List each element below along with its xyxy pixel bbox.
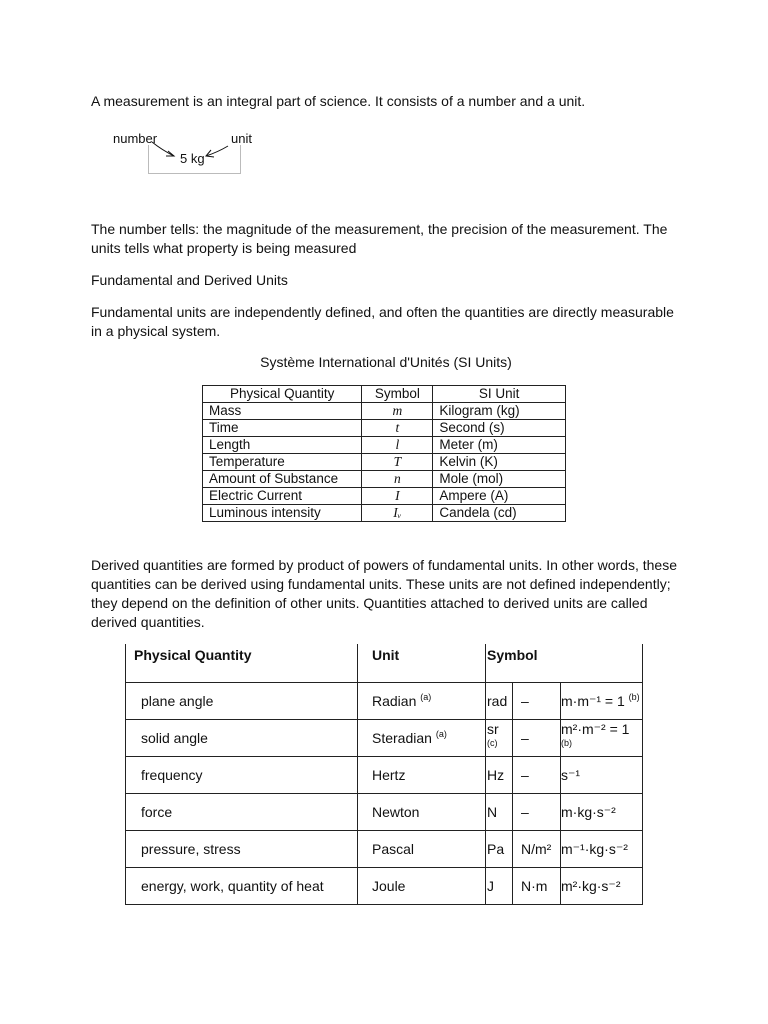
derived-base-note: (b) — [628, 692, 640, 702]
derived-symbol: J — [487, 878, 494, 894]
si-row — [203, 437, 566, 454]
si-cell-quantity: Temperature — [203, 454, 362, 471]
si-cell-quantity: Electric Current — [203, 488, 362, 505]
derived-cell-symbol — [486, 794, 513, 831]
derived-base-note: (b) — [561, 738, 572, 748]
derived-units-table — [125, 644, 643, 905]
si-cell-unit: Mole (mol) — [433, 471, 566, 488]
derived-cell-base — [561, 831, 643, 868]
derived-cell-symbol — [486, 868, 513, 905]
derived-other: N/m² — [521, 841, 552, 857]
derived-cell-base — [561, 868, 643, 905]
si-cell-quantity: Time — [203, 420, 362, 437]
derived-cell-quantity: pressure, stress — [126, 831, 358, 868]
derived-unit-note: (a) — [420, 692, 432, 702]
derived-cell-other — [513, 794, 561, 831]
diagram-unit-label: unit — [231, 131, 252, 146]
derived-row — [126, 757, 643, 794]
si-cell-unit: Candela (cd) — [433, 505, 566, 522]
diagram-value: 5 kg — [180, 151, 205, 166]
derived-row — [126, 683, 643, 720]
derived-base: s⁻¹ — [561, 767, 581, 783]
si-row — [203, 420, 566, 437]
derived-symbol: Pa — [487, 841, 505, 857]
derived-other: – — [521, 730, 529, 746]
si-cell-quantity: Amount of Substance — [203, 471, 362, 488]
derived-header-symbol: Symbol — [486, 644, 643, 683]
derived-base: m⁻¹·kg·s⁻² — [561, 841, 628, 857]
si-cell-unit: Kelvin (K) — [433, 454, 566, 471]
si-cell-symbol: n — [362, 471, 433, 488]
derived-cell-symbol — [486, 720, 513, 757]
si-row — [203, 488, 566, 505]
derived-cell-unit — [358, 757, 486, 794]
intro-paragraph: A measurement is an integral part of science. It consists of a number and a unit. — [91, 93, 586, 109]
section-heading: Fundamental and Derived Units — [91, 272, 288, 288]
derived-cell-unit — [358, 720, 486, 757]
si-cell-unit: Meter (m) — [433, 437, 566, 454]
derived-cell-unit — [358, 868, 486, 905]
derived-cell-symbol — [486, 757, 513, 794]
derived-base: m·kg·s⁻² — [561, 804, 616, 820]
derived-symbol: sr — [487, 721, 499, 737]
derived-other: N·m — [521, 878, 548, 894]
derived-header-unit: Unit — [358, 644, 486, 683]
derived-cell-quantity: force — [126, 794, 358, 831]
si-cell-quantity: Length — [203, 437, 362, 454]
si-cell-symbol: Iᵥ — [362, 505, 433, 522]
derived-header-quantity: Physical Quantity — [126, 644, 358, 683]
derived-cell-base — [561, 683, 643, 720]
si-cell-symbol: l — [362, 437, 433, 454]
si-header-row — [203, 386, 566, 403]
derived-base: m²·kg·s⁻² — [561, 878, 621, 894]
si-cell-symbol: T — [362, 454, 433, 471]
derived-unit-name: Pascal — [372, 841, 415, 857]
derived-cell-other — [513, 868, 561, 905]
derived-symbol: Hz — [487, 767, 505, 783]
number-explanation: The number tells: the magnitude of the measurement, the precision of the measurement. The units tells what property is being measured — [91, 221, 668, 256]
si-header-symbol: Symbol — [362, 386, 433, 403]
derived-unit-name: Steradian — [372, 730, 432, 746]
si-header-quantity: Physical Quantity — [203, 386, 362, 403]
derived-row — [126, 720, 643, 757]
derived-unit-name: Joule — [372, 878, 406, 894]
derived-base: m·m⁻¹ = 1 — [561, 693, 625, 709]
si-cell-quantity: Mass — [203, 403, 362, 420]
derived-base: m²·m⁻² = 1 — [561, 721, 630, 737]
si-cell-unit: Second (s) — [433, 420, 566, 437]
si-cell-symbol: m — [362, 403, 433, 420]
derived-cell-other — [513, 683, 561, 720]
si-row — [203, 454, 566, 471]
si-cell-unit: Kilogram (kg) — [433, 403, 566, 420]
si-cell-quantity: Luminous intensity — [203, 505, 362, 522]
derived-cell-unit — [358, 831, 486, 868]
si-cell-symbol: t — [362, 420, 433, 437]
derived-other: – — [521, 804, 529, 820]
derived-unit-note: (a) — [435, 729, 447, 739]
derived-cell-quantity: energy, work, quantity of heat — [126, 868, 358, 905]
si-cell-unit: Ampere (A) — [433, 488, 566, 505]
derived-cell-other — [513, 757, 561, 794]
si-row — [203, 471, 566, 488]
derived-header-row — [126, 644, 643, 683]
derived-cell-quantity: plane angle — [126, 683, 358, 720]
derived-cell-unit — [358, 794, 486, 831]
derived-cell-base — [561, 720, 643, 757]
si-row — [203, 403, 566, 420]
derived-paragraph: Derived quantities are formed by product of powers of fundamental units. In other words, these quantities can be derived using fundamental units. These units are not defined independently; they depend on the definition of other units. Quantities attached to derived units are called derived quantities. — [91, 557, 677, 630]
diagram-arrows-icon — [110, 128, 260, 178]
si-cell-symbol: I — [362, 488, 433, 505]
si-header-unit: SI Unit — [433, 386, 566, 403]
derived-cell-unit — [358, 683, 486, 720]
derived-unit-name: Hertz — [372, 767, 406, 783]
derived-row — [126, 831, 643, 868]
derived-cell-other — [513, 831, 561, 868]
derived-symbol: rad — [487, 693, 508, 709]
number-unit-diagram — [110, 128, 260, 178]
derived-symbol: N — [487, 804, 498, 820]
derived-cell-base — [561, 757, 643, 794]
si-row — [203, 505, 566, 522]
derived-cell-symbol — [486, 683, 513, 720]
si-units-table — [202, 385, 566, 522]
derived-other: – — [521, 767, 529, 783]
si-table-title: Système International d'Unités (SI Units) — [260, 354, 512, 370]
derived-unit-name: Newton — [372, 804, 420, 820]
derived-symbol-note: (c) — [487, 738, 498, 748]
derived-other: – — [521, 693, 529, 709]
diagram-number-label: number — [113, 131, 158, 146]
derived-unit-name: Radian — [372, 693, 417, 709]
derived-cell-symbol — [486, 831, 513, 868]
derived-row — [126, 868, 643, 905]
derived-cell-quantity: frequency — [126, 757, 358, 794]
fundamental-paragraph: Fundamental units are independently defined, and often the quantities are directly measurable in a physical system. — [91, 304, 674, 339]
derived-row — [126, 794, 643, 831]
derived-cell-quantity: solid angle — [126, 720, 358, 757]
derived-cell-base — [561, 794, 643, 831]
derived-cell-other — [513, 720, 561, 757]
